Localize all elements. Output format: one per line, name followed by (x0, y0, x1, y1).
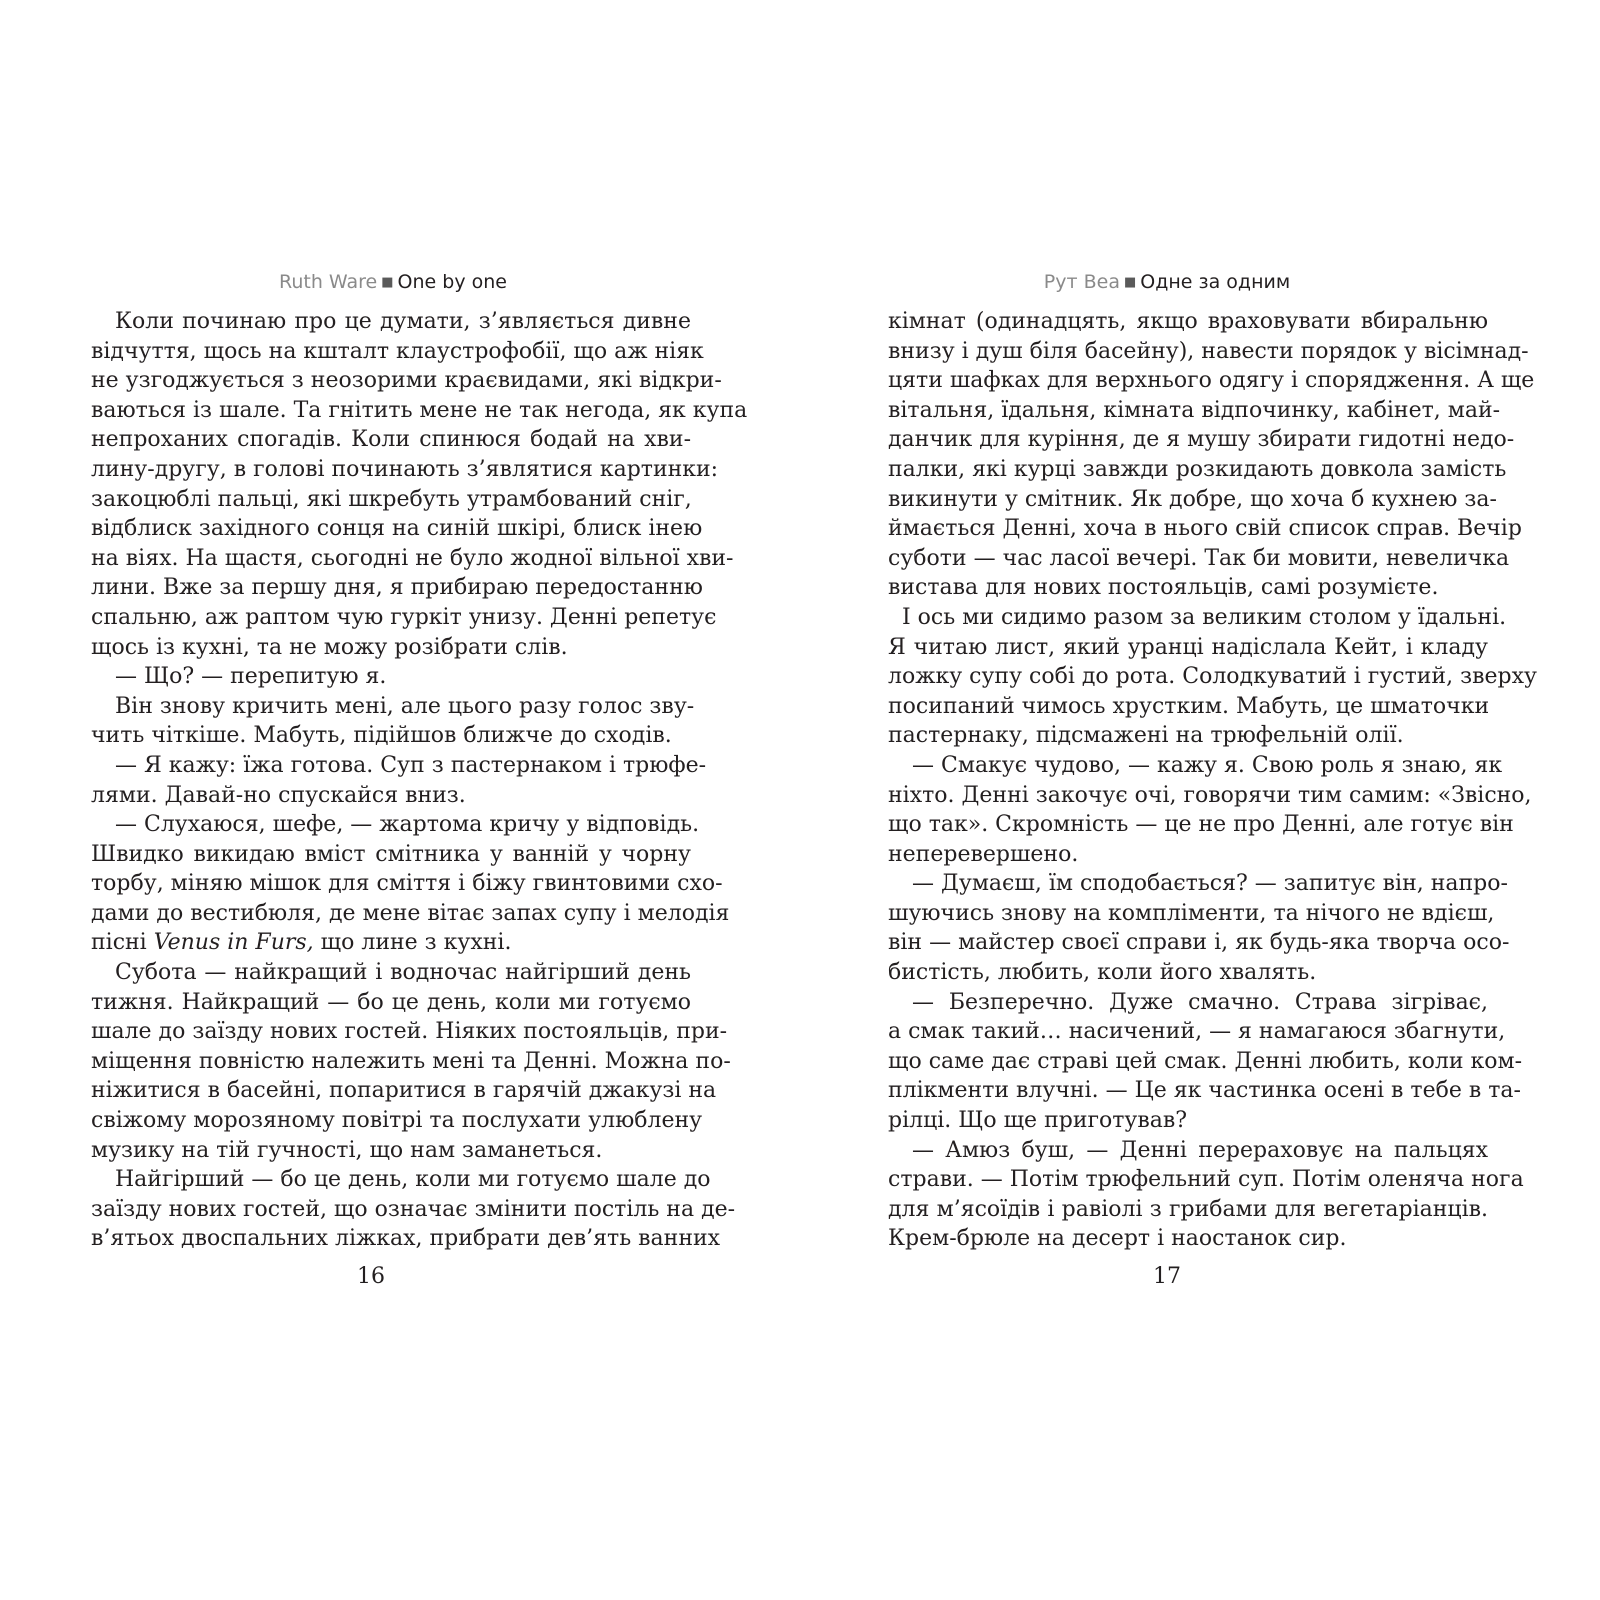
text-line: лини. Вже за першу дня, я прибираю передостанню (91, 575, 703, 601)
right-page (800, 0, 1540, 1600)
text-line: Коли починаю про це думати, з’являється дивне (115, 309, 691, 334)
text-line: І ось ми сидимо разом за великим столом у їдальні. (902, 604, 1507, 630)
text-line: не узгоджується з неозорими краєвидами, які відкри- (91, 368, 722, 394)
text-line: ніхто. Денні закочує очі, говорячи тим самим: «Звісно, (888, 782, 1532, 808)
page-number: 17 (1153, 1264, 1181, 1289)
header-separator-icon: ■ (381, 275, 394, 290)
text-line: посипаний чимось хрустким. Мабуть, це шматочки (888, 693, 1490, 719)
text-fragment: що лине з кухні. (313, 930, 512, 956)
text-line: цяти шафках для верхнього одягу і спорядження. А ще (888, 368, 1535, 394)
text-line: — Що? — перепитую я. (115, 664, 387, 690)
text-line: — Я кажу: їжа готова. Суп з пастернаком і трюфе- (115, 752, 707, 778)
song-title: Venus in Furs, (153, 930, 314, 956)
text-line: суботи — час ласої вечері. Так би мовити, невеличка (888, 545, 1510, 571)
text-line: — Амюз буш, — Денні перераховує на пальцях (912, 1137, 1488, 1163)
text-line: ймається Денні, хоча в нього свій список справ. Вечір (888, 516, 1522, 542)
left-page (60, 0, 800, 1600)
header-author: Рут Веа (1043, 271, 1120, 293)
text-line: що саме дає страві цей смак. Денні любить, коли ком- (888, 1048, 1523, 1074)
text-line: лями. Давай-но спускайся вниз. (91, 782, 466, 808)
body-text (91, 307, 748, 1254)
text-line: — Слухаюся, шефе, — жартома кричу у відповідь. (115, 812, 700, 838)
text-line: неперевершено. (888, 841, 1079, 867)
text-line: Найгірший — бо це день, коли ми готуємо шале до (115, 1167, 711, 1193)
text-line: Субота — найкращий і водночас найгірший день (115, 960, 691, 986)
text-line: — Думаєш, їм сподобається? — запитує він, напро- (912, 871, 1508, 897)
page-number: 16 (357, 1264, 385, 1289)
text-line: страви. — Потім трюфельний суп. Потім оленяча нога (888, 1167, 1524, 1193)
text-line: що так». Скромність — це не про Денні, але готує він (888, 812, 1514, 838)
text-line: він — майстер своєї справи і, як будь-яка творча осо- (888, 930, 1510, 956)
header-author: Ruth Ware (279, 271, 378, 293)
body-text (888, 307, 1537, 1254)
text-line: в’ятьох двоспальних ліжках, прибрати дев’ять ванних (91, 1226, 721, 1252)
text-line: дами до вестибюля, де мене вітає запах супу і мелодія (91, 900, 730, 926)
header-title: Одне за одним (1140, 271, 1291, 293)
text-line: внизу і душ біля басейну), навести порядок у вісімнад- (888, 338, 1529, 364)
text-line: вітальня, їдальня, кімната відпочинку, кабінет, май- (888, 397, 1501, 423)
text-line: Він знову кричить мені, але цього разу голос зву- (115, 693, 695, 719)
text-line: закоцюблі пальці, які шкребуть утрамбований сніг, (91, 486, 692, 512)
text-line: лину-другу, в голові починають з’являтися картинки: (91, 456, 719, 482)
text-line: данчик для куріння, де я мушу збирати гидотні недо- (888, 427, 1515, 453)
text-line: відчуття, щось на кшталт клаустрофобії, що аж ніяк (91, 338, 704, 364)
text-line: шале до заїзду нових гостей. Ніяких постояльців, при- (91, 1019, 728, 1045)
text-line: відблиск західного сонця на синій шкірі, блиск інею (91, 516, 703, 542)
running-header (797, 269, 1537, 298)
text-line: а смак такий… насичений, — я намагаюся збагнути, (888, 1019, 1506, 1045)
text-fragment: пісні (91, 930, 154, 956)
text-line: Я читаю лист, який уранці надіслала Кейт, і кладу (888, 634, 1488, 660)
text-line: для м’ясоїдів і равіолі з грибами для вегетаріанців. (888, 1196, 1488, 1222)
text-line: чить чіткіше. Мабуть, підійшов ближче до сходів. (91, 723, 672, 749)
text-line: заїзду нових гостей, що означає змінити постіль на де- (91, 1196, 736, 1222)
text-line: непроханих спогадів. Коли спинюся бодай на хви- (91, 427, 691, 453)
text-line: плікменти влучні. — Це як частинка осені в тебе в та- (888, 1078, 1521, 1104)
text-line: Крем-брюле на десерт і наостанок сир. (888, 1226, 1347, 1252)
text-line: щось із кухні, та не можу розібрати слів. (91, 634, 568, 660)
text-line: ніжитися в басейні, попаритися в гарячій джакузі на (91, 1078, 717, 1104)
text-line: рілці. Що ще приготував? (888, 1108, 1188, 1134)
text-line: міщення повністю належить мені та Денні. Можна по- (91, 1048, 731, 1074)
text-line: Швидко викидаю вміст смітника у ванній у чорну (91, 841, 691, 867)
text-line: бистість, любить, коли його хвалять. (888, 960, 1317, 986)
text-line: свіжому морозяному повітрі та послухати улюблену (91, 1108, 703, 1134)
text-line: — Смакує чудово, — кажу я. Свою роль я знаю, як (912, 752, 1503, 778)
text-line: на віях. На щастя, сьогодні не було жодної вільної хви- (91, 545, 734, 571)
running-header (23, 269, 763, 298)
text-line: ложку супу собі до рота. Солодкуватий і густий, зверху (888, 664, 1537, 690)
text-line: шуючись знову на компліменти, та нічого не вдієш, (888, 900, 1495, 926)
header-title: One by one (397, 271, 507, 293)
text-line: торбу, міняю мішок для сміття і біжу гвинтовими схо- (91, 871, 723, 897)
text-line: вистава для нових постояльців, самі розумієте. (888, 575, 1439, 601)
text-line: тижня. Найкращий — бо це день, коли ми готуємо (91, 989, 691, 1015)
text-line: спальню, аж раптом чую гуркіт унизу. Денні репетує (91, 604, 717, 630)
text-line: кімнат (одинадцять, якщо враховувати вбиральню (888, 309, 1488, 334)
text-line: — Безперечно. Дуже смачно. Страва зігріває, (912, 989, 1488, 1015)
text-line: музику на тій гучності, що нам заманеться. (91, 1137, 603, 1163)
text-line: палки, які курці завжди розкидають довкола замість (888, 456, 1507, 482)
text-line: викинути у смітник. Як добре, що хоча б кухнею за- (888, 486, 1497, 512)
text-line: ваються із шале. Та гнітить мене не так негода, як купа (91, 397, 748, 423)
text-line (91, 928, 691, 958)
header-separator-icon: ■ (1123, 275, 1137, 290)
text-line: пастернаку, підсмажені на трюфельній олії. (888, 723, 1404, 749)
